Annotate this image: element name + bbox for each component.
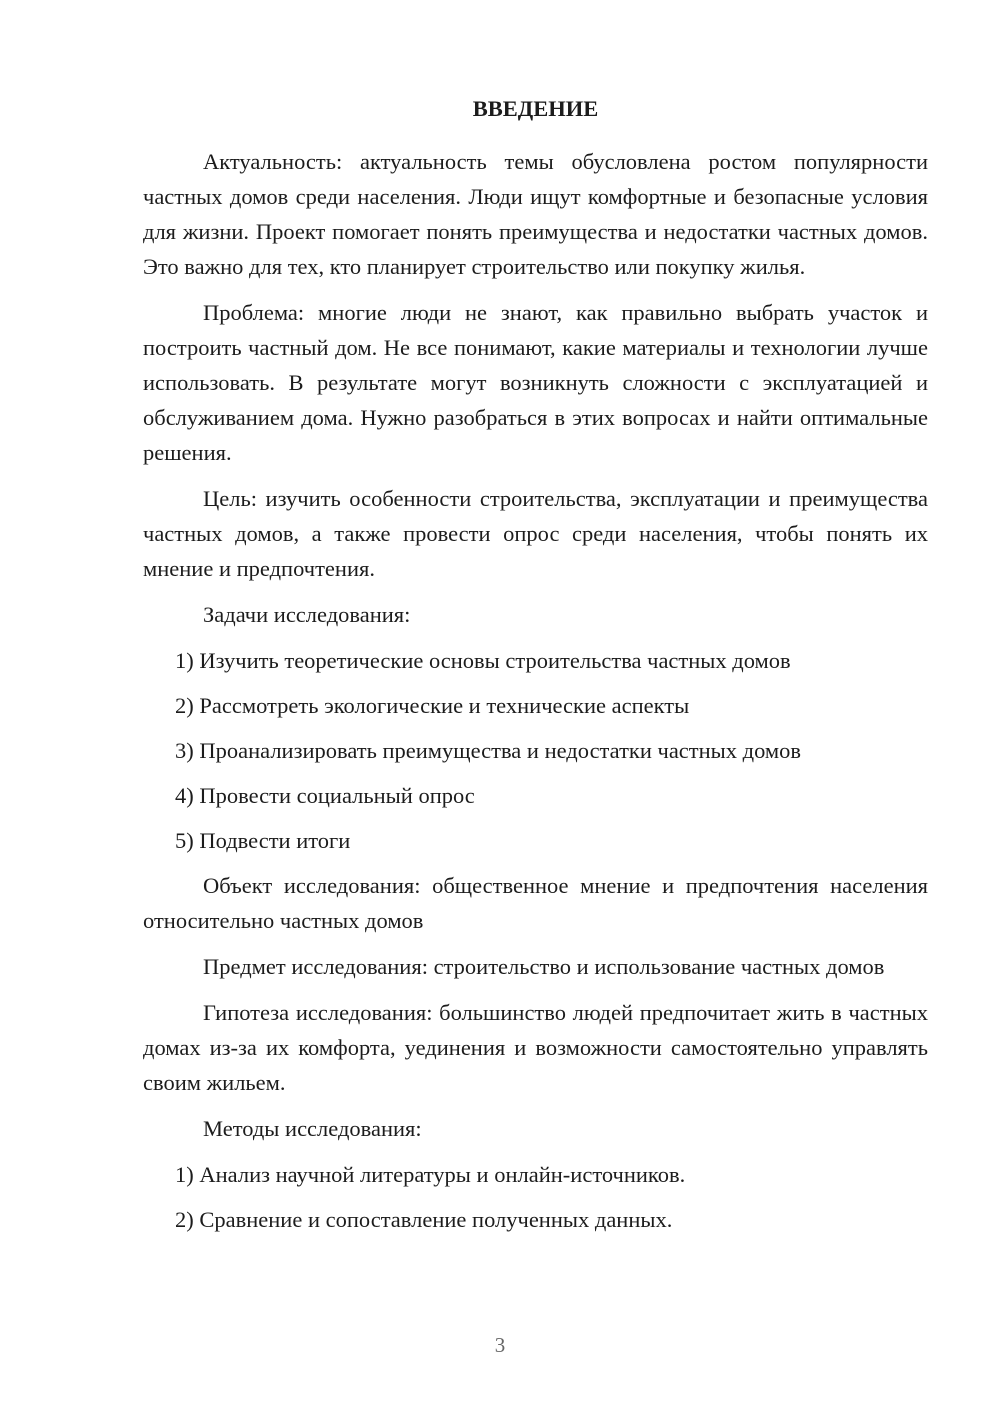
- tasks-list: [143, 643, 928, 858]
- page-number: 3: [494, 1333, 506, 1357]
- list-item: 2) Сравнение и сопоставление полученных данных.: [175, 1207, 673, 1232]
- list-item: 2) Рассмотреть экологические и технические аспекты: [175, 693, 690, 718]
- hypothesis-paragraph: Гипотеза исследования: большинство людей предпочитает жить в частных домах из-за их комфорта, уединения и возможности самостоятельно управлять своим жильем.: [143, 1000, 928, 1095]
- methods-list: [143, 1157, 928, 1237]
- object-paragraph: Объект исследования: общественное мнение и предпочтения населения относительно частных домов: [143, 873, 928, 933]
- list-item: 4) Провести социальный опрос: [175, 783, 475, 808]
- document-page: [143, 90, 928, 1247]
- list-item: 3) Проанализировать преимущества и недостатки частных домов: [175, 738, 802, 763]
- tasks-heading: Задачи исследования:: [203, 602, 411, 627]
- relevance-paragraph: Актуальность: актуальность темы обусловлена ростом популярности частных домов среди населения. Люди ищут комфортные и безопасные условия для жизни. Проект помогает понять преимущества и недостатки частных домов. Это важно для тех, кто планирует строительство или покупку жилья.: [143, 149, 928, 279]
- document-title: ВВЕДЕНИЕ: [472, 96, 599, 121]
- problem-paragraph: Проблема: многие люди не знают, как правильно выбрать участок и построить частный дом. Не все понимают, какие материалы и технологии лучше использовать. В результате могут возникнуть сложности с эксплуатацией и обслуживанием дома. Нужно разобраться в этих вопросах и найти оптимальные решения.: [143, 300, 928, 465]
- methods-heading: Методы исследования:: [203, 1116, 422, 1141]
- subject-paragraph: Предмет исследования: строительство и использование частных домов: [203, 954, 885, 979]
- list-item: 1) Изучить теоретические основы строительства частных домов: [175, 648, 791, 673]
- list-item: 5) Подвести итоги: [175, 828, 351, 853]
- goal-paragraph: Цель: изучить особенности строительства, эксплуатации и преимущества частных домов, а также провести опрос среди населения, чтобы понять их мнение и предпочтения.: [143, 486, 928, 581]
- list-item: 1) Анализ научной литературы и онлайн-источников.: [175, 1162, 686, 1187]
